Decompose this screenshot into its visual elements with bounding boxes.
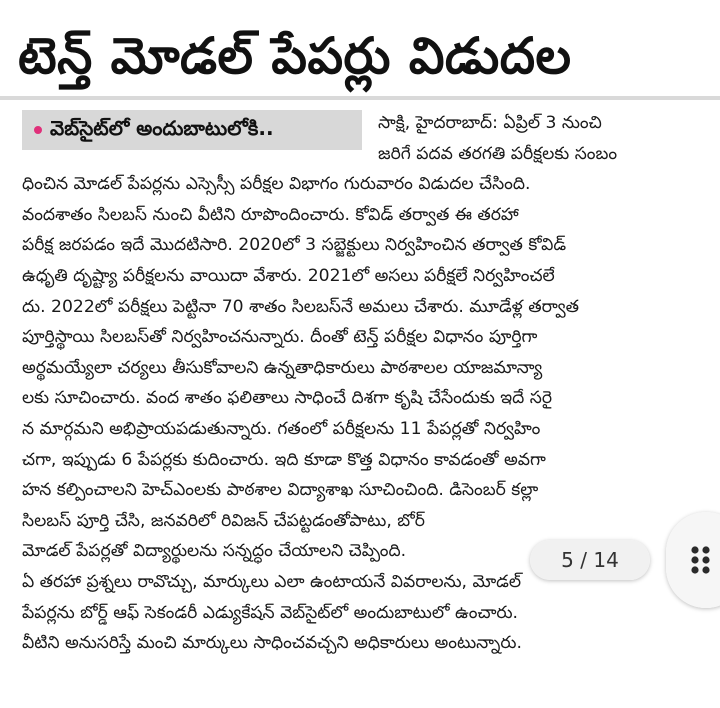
article-line: అర్థమయ్యేలా చర్యలు తీసుకోవాలని ఉన్నతాధికారులు పాఠశాలల యాజమాన్యా: [22, 357, 543, 378]
kicker-box: [22, 110, 362, 150]
headline-divider: [0, 96, 720, 100]
article-line: పరీక్ష జరపడం ఇదే మొదటిసారి. 2020లో 3 సబ్జెక్టులు నిర్వహించిన తర్వాత కోవిడ్: [22, 235, 567, 256]
page-indicator: 5 / 14: [530, 540, 650, 580]
article-line: హన కల్పించాలని హెచ్ఎంలకు పాఠశాల విద్యాశాఖ సూచించింది. డిసెంబర్ కల్లా: [22, 480, 539, 501]
bullet-icon: [34, 126, 42, 134]
article-line: జరిగే పదవ తరగతి పరీక్షలకు సంబం: [378, 143, 618, 164]
article-line: సిలబస్ పూర్తి చేసి, జనవరిలో రివిజన్ చేపట్టడంతోపాటు, బోర్: [22, 510, 425, 531]
article-line: వీటిని అనుసరిస్తే మంచి మార్కులు సాధించవచ్చని అధికారులు అంటున్నారు.: [22, 633, 522, 654]
kicker-text: వెబ్‌సైట్‌లో అందుబాటులోకి..: [50, 115, 274, 140]
article-line: పూర్తిస్థాయి సిలబస్‌తో నిర్వహించనున్నారు. దీంతో టెన్త్ పరీక్షల విధానం పూర్తిగా: [22, 327, 538, 348]
article-line: మోడల్ పేపర్లతో విద్యార్థులను సన్నద్ధం చేయాలని చెప్పింది.: [22, 541, 407, 562]
article-line: దు. 2022లో పరీక్షలు పెట్టినా 70 శాతం సిలబస్‌నే అమలు చేశారు. మూడేళ్ల తర్వాత: [22, 296, 579, 317]
article-headline: టెన్త్ మోడల్ పేపర్లు విడుదల: [18, 27, 572, 85]
article-line: ఉధృతి దృష్ట్యా పరీక్షలను వాయిదా వేశారు. 2021లో అసలు పరీక్షలే నిర్వహించలే: [22, 265, 555, 286]
article-line: వందశాతం సిలబస్ నుంచి వీటిని రూపొందించారు. కోవిడ్ తర్వాత ఈ తరహా: [22, 204, 519, 225]
dots-grid-icon: [690, 545, 720, 575]
article-line: ధించిన మోడల్ పేపర్లను ఎస్సెస్సీ పరీక్షల విభాగం గురువారం విడుదల చేసింది.: [22, 174, 531, 195]
article-line: సాక్షి, హైదరాబాద్: ఏప్రిల్ 3 నుంచి: [378, 113, 602, 133]
article-line: ఏ తరహా ప్రశ్నలు రావొచ్చు, మార్కులు ఎలా ఉంటాయనే వివరాలను, మోడల్: [22, 571, 522, 592]
article-line: పేపర్లను బోర్డ్ ఆఫ్ సెకండరీ ఎడ్యుకేషన్ వెబ్‌సైట్‌లో అందుబాటులో ఉంచారు.: [22, 602, 518, 623]
article-line: న మార్గమని అభిప్రాయపడుతున్నారు. గతంలో పరీక్షలను 11 పేపర్లతో నిర్వహిం: [22, 418, 541, 439]
article-line: చగా, ఇప్పుడు 6 పేపర్లకు కుదించారు. ఇది కూడా కొత్త విధానం కావడంతో అవగా: [22, 449, 546, 470]
article-line: లకు సూచించారు. వంద శాతం ఫలితాలు సాధించే దిశగా కృషి చేసేందుకు ఇదే సరై: [22, 388, 553, 409]
